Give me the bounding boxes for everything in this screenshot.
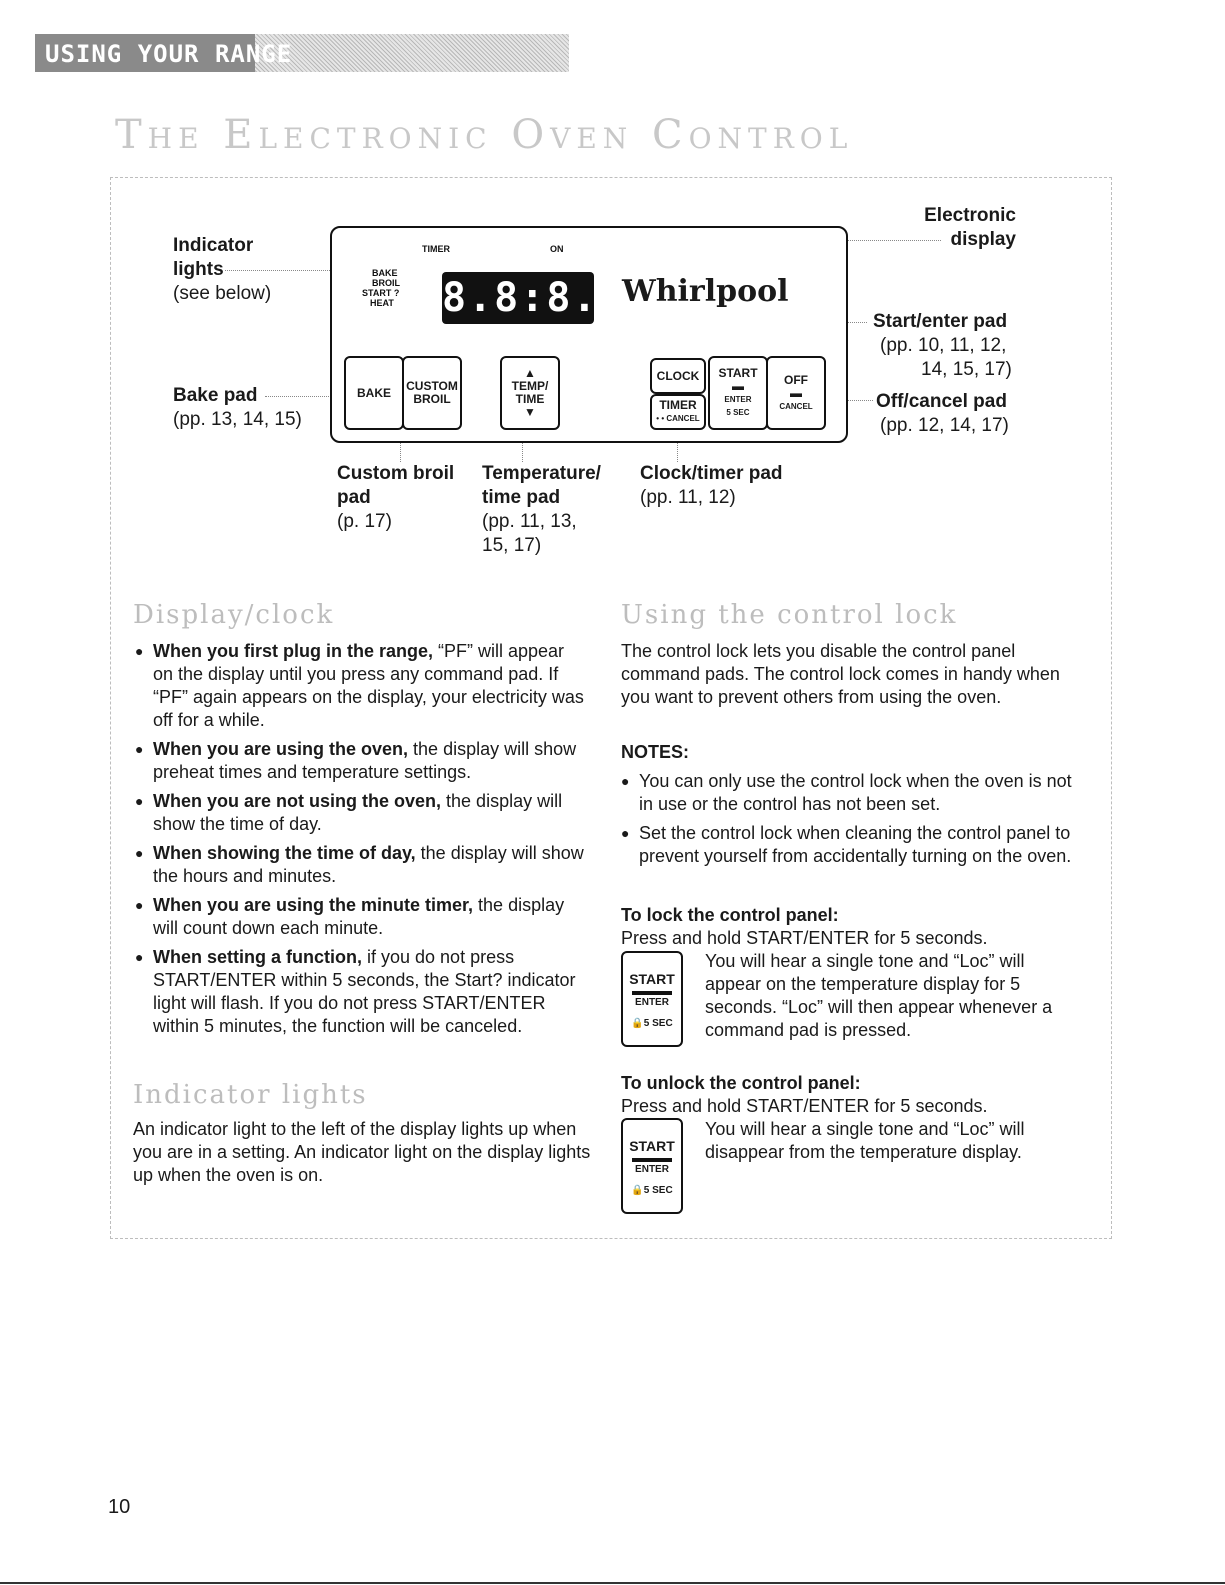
start-pages-2: 14, 15, 17)	[921, 359, 1012, 380]
bake-pad-callout	[173, 384, 302, 432]
display-clock-item: ● When setting a function, if you do not press START/ENTER within 5 seconds, the Start? indicator light will flash. If you do not press START/ENTER within 5 minutes, the function will be canceled.	[135, 946, 585, 1038]
notes-list	[621, 770, 1086, 874]
clock-pad[interactable]	[650, 358, 706, 394]
lock-icon: 🔒	[631, 1018, 644, 1029]
temp-time-callout	[482, 462, 601, 558]
temp-time-pad-label: ▲ TEMP/ TIME ▼	[511, 366, 549, 419]
indicator-title-1: Indicator	[173, 235, 254, 256]
start-enter-callout	[873, 310, 1012, 382]
off-title: Off/cancel pad	[876, 391, 1007, 412]
unlock-pad-time-label: 🔒5 SEC	[631, 1185, 673, 1196]
start-indicator-label: START ?	[362, 288, 400, 298]
start-title: Start/enter pad	[873, 311, 1008, 332]
display-clock-item: ● When you first plug in the range, “PF” will appear on the display until you press any command pad. If “PF” again appears on the display, your electricity was off for a while.	[135, 640, 585, 732]
heat-indicator-label: HEAT	[370, 298, 394, 308]
lock-pad-start-label: START	[629, 971, 675, 987]
temp-title-1: Temperature/	[482, 463, 601, 484]
custom-title-1: Custom broil	[337, 463, 455, 484]
electronic-title-1: Electronic	[924, 205, 1016, 226]
off-cancel-pad[interactable]	[766, 356, 826, 430]
custom-broil-callout	[337, 462, 454, 534]
electronic-display-callout	[900, 204, 1016, 252]
note-item: ● You can only use the control lock when the oven is not in use or the control has not been set.	[621, 770, 1086, 816]
start-pages-1: (pp. 10, 11, 12,	[880, 335, 1007, 356]
control-lock-heading: Using the control lock	[621, 600, 958, 630]
custom-broil-pad-label: CUSTOM BROIL	[406, 379, 458, 406]
custom-pages: (p. 17)	[337, 511, 392, 532]
bake-indicator-label: BAKE	[372, 268, 398, 278]
timer-pad[interactable]	[650, 394, 706, 430]
custom-broil-pad[interactable]	[402, 356, 462, 430]
display-clock-item: ● When showing the time of day, the display will show the hours and minutes.	[135, 842, 585, 888]
control-lock-intro: The control lock lets you disable the control panel command pads. The control lock comes in handy when you want to prevent others from using the oven.	[621, 641, 1060, 707]
temp-title-2: time pad	[482, 487, 561, 508]
temp-pages-2: 15, 17)	[482, 535, 542, 556]
control-panel	[330, 226, 848, 443]
start-enter-pad-label: START ▬ ENTER 5 SEC	[718, 366, 758, 417]
bake-pad[interactable]	[344, 356, 404, 430]
display-clock-heading: Display/clock	[133, 600, 335, 630]
custom-title-2: pad	[337, 487, 371, 508]
indicator-lights-heading: Indicator lights	[133, 1080, 368, 1110]
clock-pad-label: CLOCK	[656, 368, 700, 383]
lock-icon: 🔒	[631, 1185, 644, 1196]
lock-pad-enter-label: ENTER	[635, 997, 669, 1008]
page-title: The Electronic Oven Control	[115, 112, 854, 158]
lock-step: Press and hold START/ENTER for 5 seconds.	[621, 928, 988, 948]
on-indicator-label: ON	[550, 244, 564, 254]
unlock-step: Press and hold START/ENTER for 5 seconds.	[621, 1096, 988, 1116]
page-number: 10	[108, 1496, 131, 1518]
clock-timer-callout	[640, 462, 783, 510]
section-tab-label: USING YOUR RANGE	[45, 40, 293, 68]
notes-label: NOTES:	[621, 742, 690, 762]
bake-pad-label: BAKE	[356, 385, 391, 400]
bottom-rule	[0, 1582, 1225, 1584]
display-clock-item: ● When you are using the oven, the display will show preheat times and temperature settings.	[135, 738, 585, 784]
indicator-lights-text: An indicator light to the left of the display lights up when you are in a setting. An indicator light on the display lights up when the oven is on.	[133, 1119, 591, 1185]
bake-title: Bake pad	[173, 385, 258, 406]
lock-pad-time-label: 🔒5 SEC	[631, 1018, 673, 1029]
lock-title: To lock the control panel:	[621, 905, 839, 925]
bake-pages: (pp. 13, 14, 15)	[173, 409, 302, 430]
timer-pad-label: TIMER • • CANCEL	[656, 398, 700, 423]
clock-pages: (pp. 11, 12)	[640, 487, 736, 508]
lock-start-pad-illustration	[621, 951, 683, 1047]
whirlpool-logo: Whirlpool	[622, 274, 789, 309]
temp-time-pad[interactable]	[500, 356, 560, 430]
temp-pages-1: (pp. 11, 13,	[482, 511, 577, 532]
display-clock-item: ● When you are using the minute timer, the display will count down each minute.	[135, 894, 585, 940]
electronic-title-2: display	[950, 229, 1016, 250]
display-clock-list	[135, 640, 585, 1044]
unlock-title: To unlock the control panel:	[621, 1073, 861, 1093]
note-item: ● Set the control lock when cleaning the control panel to prevent yourself from accidentally turning on the oven.	[621, 822, 1086, 868]
timer-indicator-label: TIMER	[422, 244, 450, 254]
indicator-title-2: lights	[173, 259, 224, 280]
unlock-pad-enter-label: ENTER	[635, 1164, 669, 1175]
off-cancel-pad-label: OFF ▬ CANCEL	[779, 372, 813, 411]
off-cancel-callout	[876, 390, 1009, 438]
electronic-display: 8.8:8.8	[442, 272, 594, 324]
unlock-pad-start-label: START	[629, 1138, 675, 1154]
section-tab	[35, 34, 569, 72]
unlock-detail: You will hear a single tone and “Loc” will disappear from the temperature display.	[705, 1119, 1025, 1162]
broil-indicator-label: BROIL	[372, 278, 400, 288]
indicator-sub: (see below)	[173, 283, 272, 304]
lock-detail: You will hear a single tone and “Loc” will appear on the temperature display for 5 seconds. “Loc” will then appear whenever a command pad is pressed.	[705, 951, 1053, 1040]
display-clock-item: ● When you are not using the oven, the display will show the time of day.	[135, 790, 585, 836]
clock-title: Clock/timer pad	[640, 463, 783, 484]
off-pages: (pp. 12, 14, 17)	[880, 415, 1009, 436]
start-enter-pad[interactable]	[708, 356, 768, 430]
unlock-start-pad-illustration	[621, 1118, 683, 1214]
